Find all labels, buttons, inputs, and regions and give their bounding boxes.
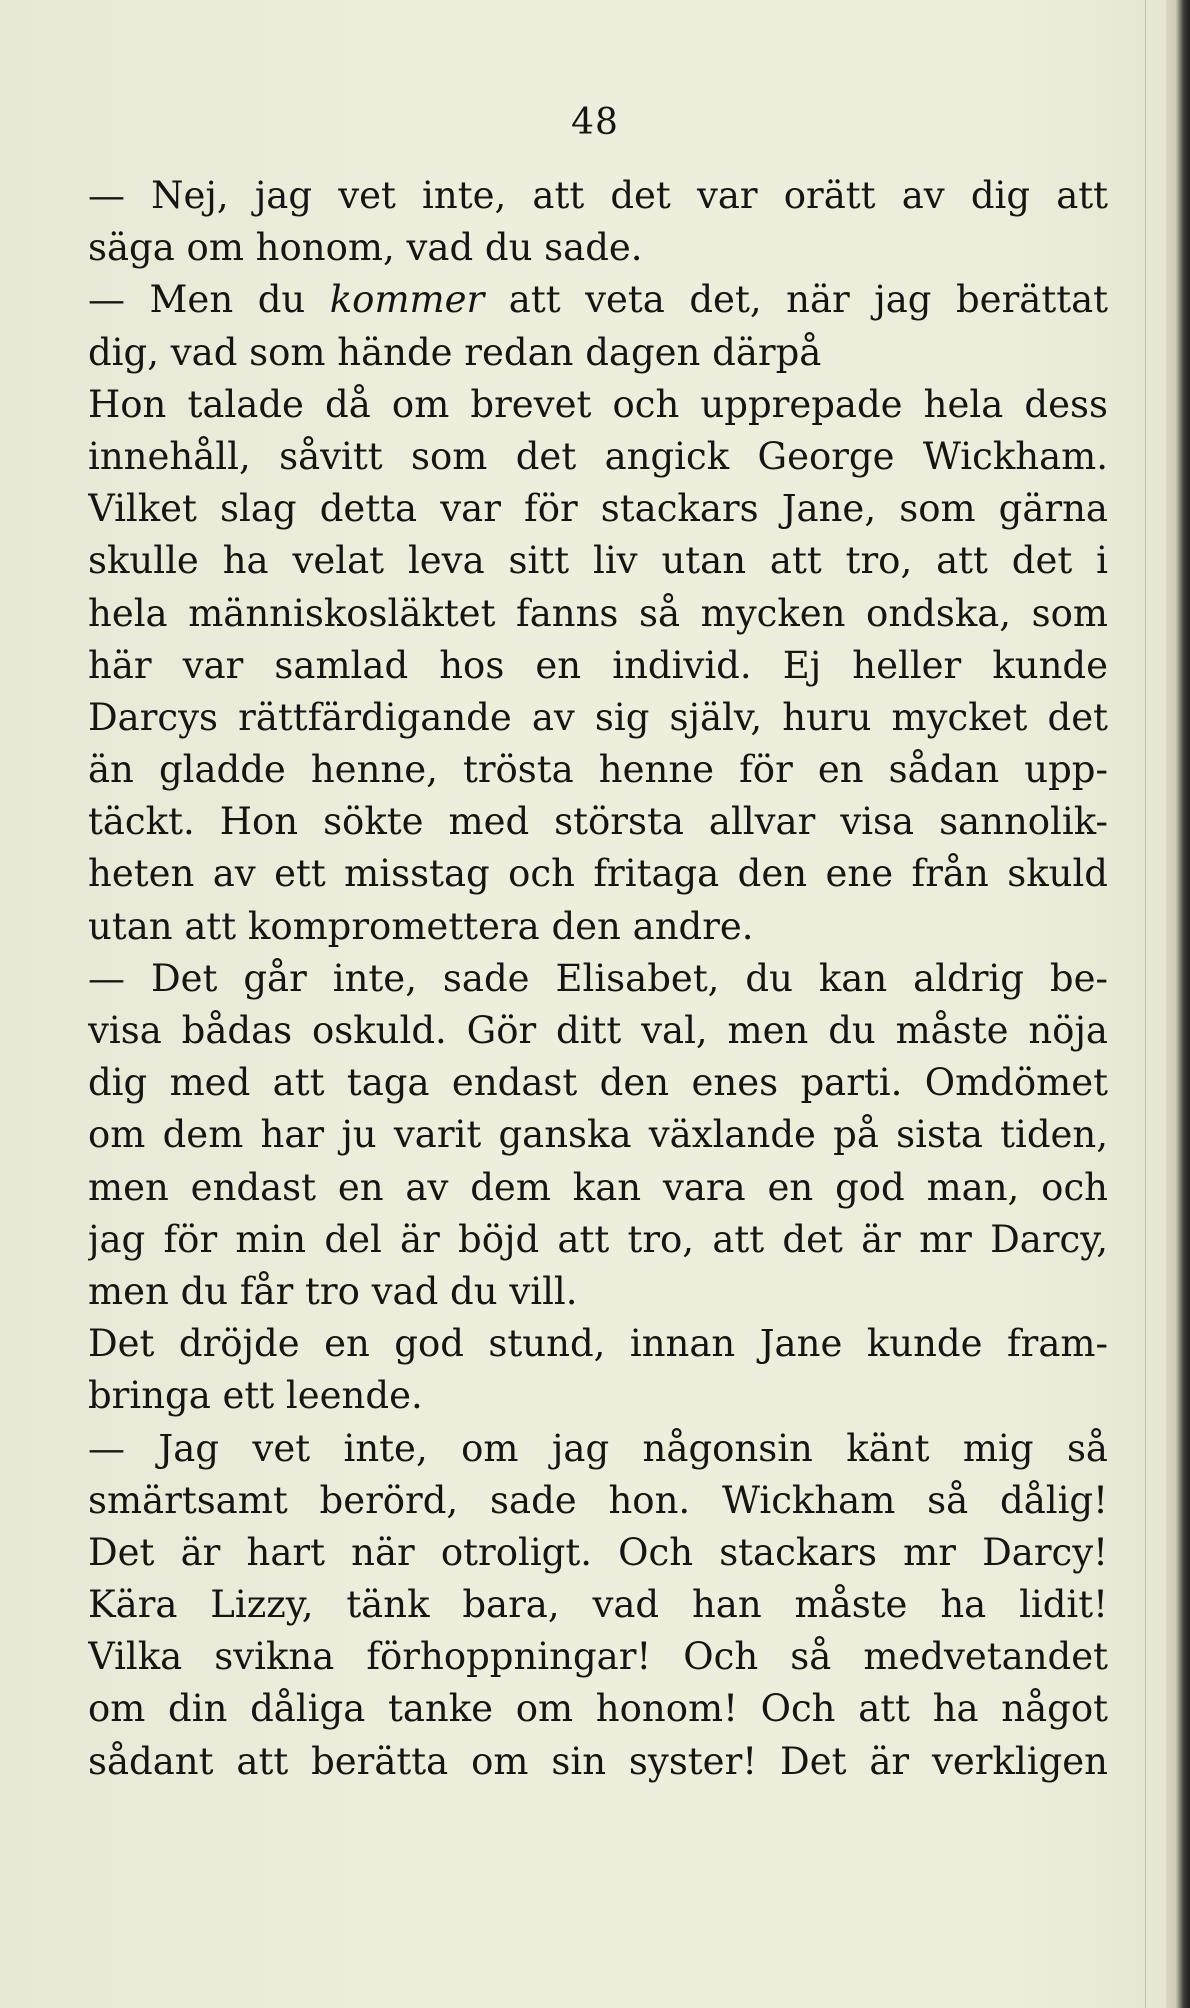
- text-line: jag för min del är böjd att tro, att det är mr Darcy,: [88, 1217, 1108, 1261]
- text-line: om dem har ju varit ganska växlande på sista tiden,: [88, 1113, 1108, 1157]
- text-line: Kära Lizzy, tänk bara, vad han måste ha lidit!: [88, 1583, 1108, 1627]
- text-line: Vilka svikna förhoppningar! Och så medvetandet: [88, 1635, 1108, 1679]
- page-fold-line: [1145, 0, 1146, 2008]
- text-line: dig med att taga endast den enes parti. Omdömet: [88, 1061, 1108, 1105]
- text-line: bringa ett leende.: [88, 1374, 423, 1418]
- text-line: heten av ett misstag och fritaga den ene från skuld: [88, 852, 1108, 896]
- text-line: — Jag vet inte, om jag någonsin känt mig så: [88, 1426, 1108, 1470]
- text-line: sådant att berätta om sin syster! Det är verkligen: [88, 1739, 1108, 1783]
- text-line: här var samlad hos en individ. Ej heller kunde: [88, 643, 1108, 687]
- text-line: dig, vad som hände redan dagen därpå: [88, 330, 822, 374]
- text-line: — Det går inte, sade Elisabet, du kan aldrig be-: [88, 956, 1108, 1000]
- book-binding-edge: [1166, 0, 1190, 2008]
- text-line: men du får tro vad du vill.: [88, 1269, 578, 1313]
- text-line: innehåll, såvitt som det angick George Wickham.: [88, 434, 1108, 478]
- text-line: säga om honom, vad du sade.: [88, 226, 643, 270]
- text-line: Hon talade då om brevet och upprepade hela dess: [88, 382, 1108, 426]
- text-line: om din dåliga tanke om honom! Och att ha något: [88, 1687, 1108, 1731]
- text-line: smärtsamt berörd, sade hon. Wickham så dålig!: [88, 1478, 1108, 1522]
- text-line: — Nej, jag vet inte, att det var orätt av dig att: [88, 174, 1108, 217]
- text-line: skulle ha velat leva sitt liv utan att tro, att det i: [88, 539, 1108, 583]
- text-line: hela människosläktet fanns så mycken ondska, som: [88, 591, 1108, 635]
- text-line: Det är hart när otroligt. Och stackars mr Darcy!: [88, 1530, 1108, 1574]
- text-line: Darcys rättfärdigande av sig själv, huru mycket det: [88, 695, 1108, 739]
- text-line: visa bådas oskuld. Gör ditt val, men du måste nöja: [88, 1009, 1108, 1052]
- text-line: täckt. Hon sökte med största allvar visa sannolik-: [88, 800, 1108, 844]
- emphasized-word: kommer: [329, 278, 485, 322]
- text-line: men endast en av dem kan vara en god man, och: [88, 1165, 1108, 1209]
- text-line: Vilket slag detta var för stackars Jane, som gärna: [88, 487, 1108, 531]
- page-number: 48: [571, 102, 619, 143]
- text-line: — Men du kommer att veta det, när jag berättat: [88, 278, 1108, 322]
- body-text: [88, 170, 1108, 1788]
- text-line: utan att komprometterа den andre.: [88, 904, 754, 948]
- text-line: Det dröjde en god stund, innan Jane kunde fram-: [88, 1322, 1108, 1366]
- text-line: än gladde henne, trösta henne för en sådan upp-: [88, 748, 1108, 792]
